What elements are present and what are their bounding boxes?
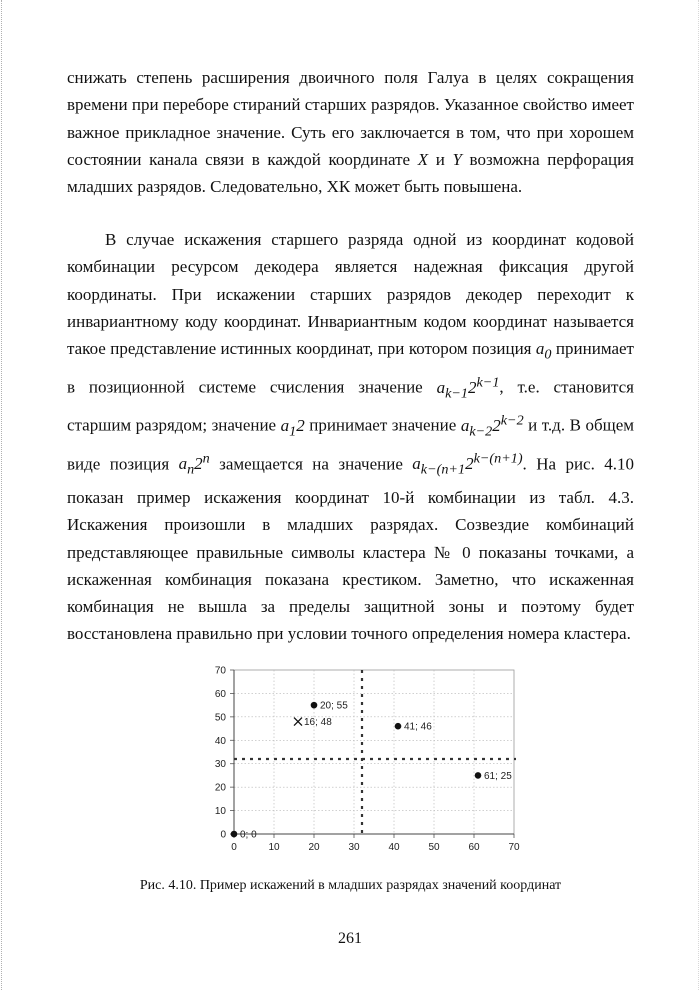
paragraph-2: В случае искажения старшего разряда одной из координат кодовой комбинации ресурсом декодера является надежная фиксация другой координаты. При искажении старших разрядов декодер переходит к инвариантному коду координат. Инвариантным кодом координат называется такое представление истинных координат, при котором позиция $a_0$ принимает в позиционной системе счисления значение $a_{k-1}2^{k-1}$, т.е. становится старшим разрядом; значение $a_12$ принимает значение $a_{k-2}2^{k-2}$ и т.д. В общем виде позиция $a_n2^n$ замещается на значение $a_{k-(n+1}2^{k-(n+1)}$. На рис. 4.10 показан пример искажения координат 10-й комбинации из табл. 4.3. Искажения произошли в младших разрядах. Созвездие комбинаций представляющее правильные символы кластера № 0 показаны точками, а искаженная комбинация показана крестиком. Заметно, что искаженная комбинация не вышла за пределы защитной зоны и поэтому будет восстановлена правильно при условии точного определения номера кластера. xyxy=(67,230,635,644)
y-tick-label: 50 xyxy=(214,712,226,724)
data-point-label: 0; 0 xyxy=(240,829,257,841)
y-tick-label: 70 xyxy=(214,665,226,677)
y-tick-label: 20 xyxy=(214,782,226,794)
x-tick-label: 70 xyxy=(508,842,520,853)
x-tick-label: 10 xyxy=(268,842,280,853)
y-tick-label: 60 xyxy=(214,688,226,700)
x-tick-label: 0 xyxy=(231,842,237,853)
right-page-edge xyxy=(698,0,699,990)
page-number: 261 xyxy=(338,930,362,947)
formula-ak1: $a_{k-1}2^{k-1}$ xyxy=(436,373,500,401)
x-tick-label: 30 xyxy=(348,842,360,853)
x-tick-label: 20 xyxy=(308,842,320,853)
y-tick-label: 0 xyxy=(220,829,226,841)
figure-caption: Рис. 4.10. Пример искажений в младших разрядах значений координат xyxy=(139,878,562,893)
data-point-dot xyxy=(475,772,482,779)
x-tick-label: 50 xyxy=(428,842,440,853)
data-point-dot xyxy=(231,831,238,838)
y-tick-label: 10 xyxy=(214,806,226,818)
left-page-edge xyxy=(1,0,2,990)
data-point-label: 16; 48 xyxy=(304,717,332,729)
formula-akn1: $a_{k-(n+1}2^{k-(n+1)}$ xyxy=(412,450,523,478)
x-tick-label: 40 xyxy=(388,842,400,853)
data-point-label: 41; 46 xyxy=(404,721,432,733)
formula-a1: $a_12$ xyxy=(280,415,305,440)
data-point-dot xyxy=(311,702,318,709)
formula-an: $a_n2^n$ xyxy=(178,450,210,478)
y-tick-label: 30 xyxy=(214,759,226,771)
x-tick-label: 60 xyxy=(468,842,480,853)
y-tick-label: 40 xyxy=(214,735,226,747)
formula-a0: $a_0$ xyxy=(535,339,552,363)
plot-area xyxy=(234,670,514,834)
data-point-label: 20; 55 xyxy=(320,700,348,712)
paragraph-1: снижать степень расширения двоичного поля Галуа в целях сокращения времени при переборе стираний старших разрядов. Указанное свойство имеет важное прикладное значение. Суть его заключается в том, что при хорошем состоянии канала связи в каждой координате X и Y возможна перфорация младших разрядов. Следовательно, ХК может быть повышена. xyxy=(67,68,634,197)
data-point-dot xyxy=(395,723,402,730)
formula-ak2: $a_{k-2}2^{k-2}$ xyxy=(460,412,524,440)
scatter-chart xyxy=(200,660,530,860)
data-point-label: 61; 25 xyxy=(484,770,512,782)
